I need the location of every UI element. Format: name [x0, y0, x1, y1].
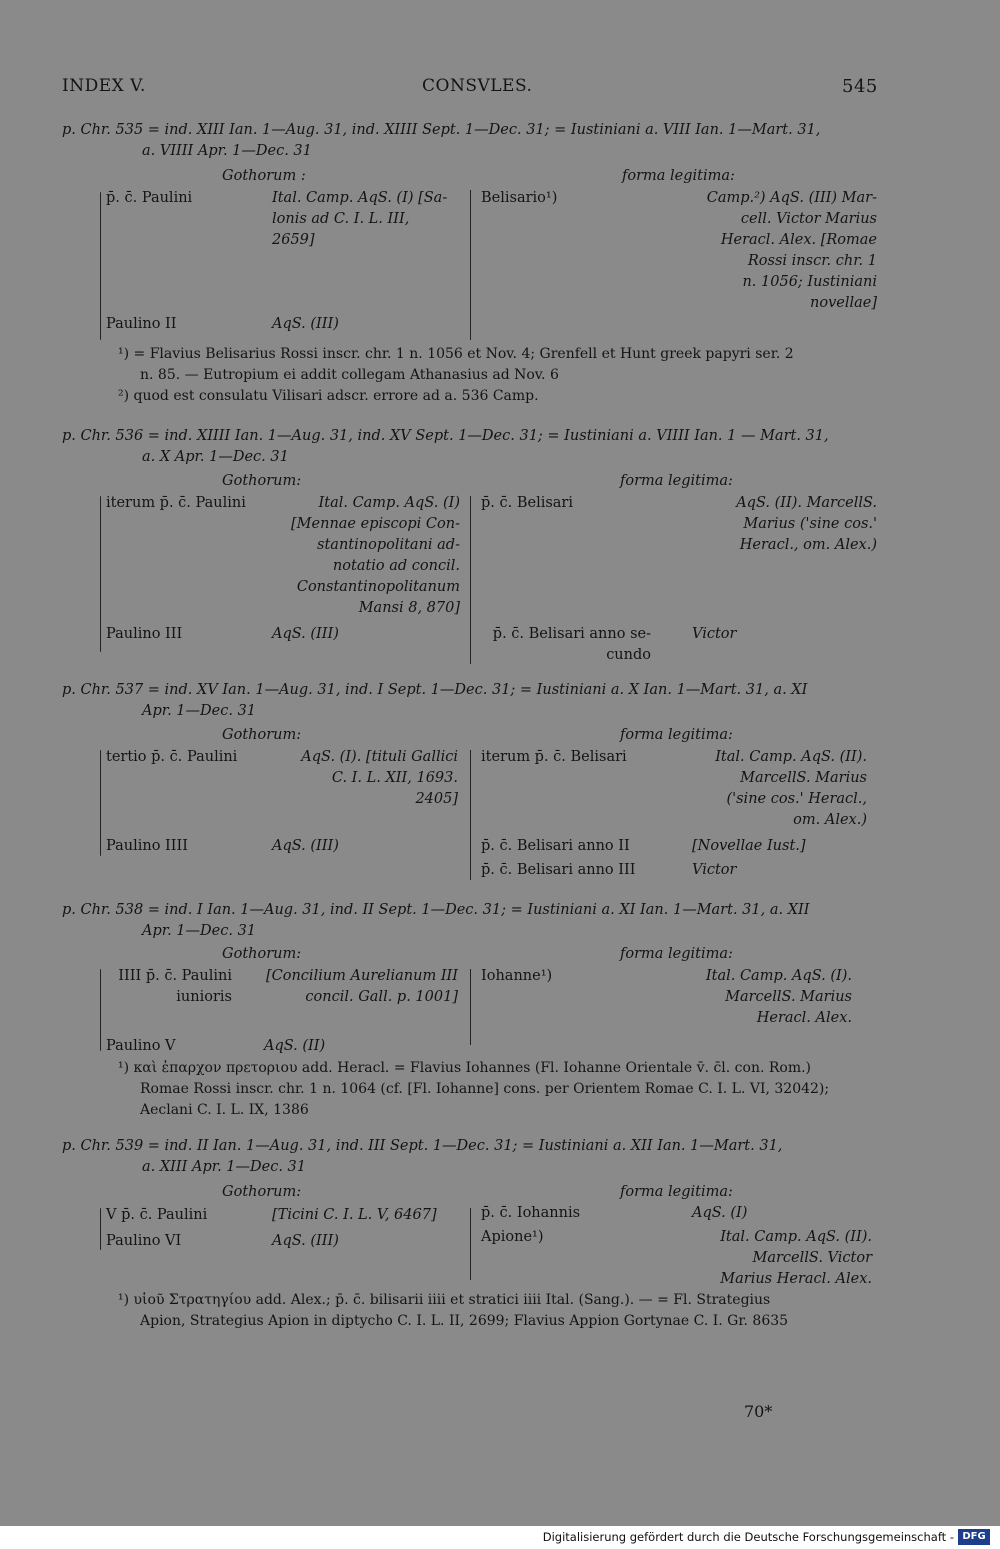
- signature-mark: 70*: [744, 1402, 773, 1421]
- column-divider: [470, 1208, 471, 1280]
- legit-source-3: Victor: [692, 862, 737, 878]
- gothorum-caption: Gothorum:: [222, 1184, 302, 1200]
- legit-source-1: AqS. (II). MarcellS. Marius ('sine cos.' Heracl., om. Alex.): [736, 495, 877, 553]
- gothic-consul-1: IIII p̄. c̄. Paulini iunioris: [118, 968, 232, 1005]
- brace: [100, 750, 101, 856]
- year-539-heading: p. Chr. 539 = ind. II Ian. 1—Aug. 31, ind. III Sept. 1—Dec. 31; = Iustiniani a. XII Ian. 1—Mart. 31, a. XIII Apr. 1—Dec. 31: [62, 1138, 783, 1175]
- gothic-consul-2: Paulino V: [106, 1038, 176, 1054]
- gothic-source-2: AqS. (III): [272, 316, 339, 332]
- year-535-heading: [62, 120, 877, 162]
- gothic-consul-2: Paulino IIII: [106, 838, 188, 854]
- legit-source-1: Ital. Camp. AqS. (I). MarcellS. Marius Heracl. Alex.: [705, 968, 852, 1026]
- gothic-consul-2: Paulino II: [106, 316, 177, 332]
- brace: [100, 496, 101, 652]
- legit-source-1: Camp.²) AqS. (III) Mar- cell. Victor Marius Heracl. Alex. [Romae Rossi inscr. chr. 1 n. 1056; Iustiniani novellae]: [706, 190, 877, 311]
- legit-consul-2: p̄. c̄. Belisari anno II: [481, 838, 630, 854]
- year-536-heading: p. Chr. 536 = ind. XIIII Ian. 1—Aug. 31, ind. XV Sept. 1—Dec. 31; = Iustiniani a. VIIII Ian. 1 — Mart. 31, a. X Apr. 1—Dec. 31: [62, 428, 829, 465]
- gothic-source-1: AqS. (I). [tituli Gallici C. I. L. XII, 1693. 2405]: [301, 749, 458, 807]
- forma-caption: forma legitima:: [622, 168, 735, 184]
- legit-consul-1: Iohanne¹): [481, 968, 553, 984]
- dfg-logo: DFG: [958, 1529, 990, 1545]
- footnote-2: ²) quod est consulatu Vilisari adscr. errore ad a. 536 Camp.: [118, 388, 539, 404]
- forma-caption: forma legitima:: [620, 473, 733, 489]
- gothorum-caption: Gothorum:: [222, 946, 302, 962]
- column-divider: [470, 496, 471, 664]
- legit-consul-3: p̄. c̄. Belisari anno III: [481, 862, 636, 878]
- legit-consul-1: p̄. c̄. Iohannis: [481, 1205, 581, 1221]
- gothic-source-1: [Concilium Aurelianum III concil. Gall. p. 1001]: [265, 968, 458, 1005]
- gothorum-caption: Gothorum :: [222, 168, 306, 184]
- legit-consul-1: iterum p̄. c̄. Belisari: [481, 749, 627, 765]
- gothic-consul-1: iterum p̄. c̄. Paulini: [106, 495, 246, 511]
- running-head-title: CONSVLES.: [422, 76, 533, 96]
- column-divider: [470, 190, 471, 340]
- gothic-consul-2: Paulino VI: [106, 1233, 182, 1249]
- year-heading-line1: p. Chr. 535 = ind. XIII Ian. 1—Aug. 31, ind. XIIII Sept. 1—Dec. 31; = Iustiniani a. VIII Ian. 1—Mart. 31,: [62, 122, 821, 138]
- legit-source-2: [Novellae Iust.]: [692, 838, 806, 854]
- year-heading-line2: a. VIIII Apr. 1—Dec. 31: [142, 143, 312, 159]
- gothic-source-1: [Ticini C. I. L. V, 6467]: [272, 1207, 437, 1223]
- gothic-source-2: AqS. (III): [272, 1233, 339, 1249]
- page-number: 545: [842, 76, 878, 97]
- brace: [100, 969, 101, 1051]
- gothic-source-2: AqS. (II): [264, 1038, 326, 1054]
- gothic-source-1: Ital. Camp. AqS. (I) [Mennae episcopi Con- stantinopolitani ad- notatio ad concil. Constantinopolitanum Mansi 8, 870]: [291, 495, 460, 616]
- legit-source-2: Ital. Camp. AqS. (II). MarcellS. Victor Marius Heracl. Alex.: [720, 1229, 872, 1287]
- gothic-consul-2: Paulino III: [106, 626, 183, 642]
- legit-consul-2: p̄. c̄. Belisari anno se- cundo: [492, 626, 651, 663]
- year-537-heading: p. Chr. 537 = ind. XV Ian. 1—Aug. 31, ind. I Sept. 1—Dec. 31; = Iustiniani a. X Ian. 1—Mart. 31, a. XI Apr. 1—Dec. 31: [62, 682, 808, 719]
- footnote-1: ¹) υἱοῦ Στρατηγίου add. Alex.; p̄. c̄. bilisarii iiii et stratici iiii Ital. (Sang.). — = Fl. Strategius Apion, Strategius Apion in diptycho C. I. L. II, 2699; Flavius Appion Gortynae C. I. Gr. 8635: [118, 1292, 789, 1329]
- forma-caption: forma legitima:: [620, 1184, 733, 1200]
- footer-bar: [0, 1526, 1000, 1549]
- forma-caption: forma legitima:: [620, 946, 733, 962]
- legit-consul-1: Belisario¹): [481, 190, 558, 206]
- brace: [100, 1208, 101, 1250]
- legit-consul-2: Apione¹): [481, 1229, 544, 1245]
- footnote-1: ¹) = Flavius Belisarius Rossi inscr. chr. 1 n. 1056 et Nov. 4; Grenfell et Hunt greek papyri ser. 2 n. 85. — Eutropium ei addit collegam Athanasius ad Nov. 6: [118, 346, 794, 383]
- legit-consul-1: p̄. c̄. Belisari: [481, 495, 574, 511]
- forma-caption: forma legitima:: [620, 727, 733, 743]
- footer-credit: Digitalisierung gefördert durch die Deutsche Forschungsgemeinschaft -: [542, 1530, 954, 1544]
- column-divider: [470, 750, 471, 880]
- gothorum-caption: Gothorum:: [222, 727, 302, 743]
- brace: [100, 192, 101, 340]
- running-head-left: INDEX V.: [62, 76, 146, 96]
- footnote-1: ¹) καὶ ἐπαρχον πρετοριου add. Heracl. = Flavius Iohannes (Fl. Iohanne Orientale v̄. c̄l. con. Rom.) Romae Rossi inscr. chr. 1 n. 1064 (cf. [Fl. Iohanne] cons. per Orientem Romae C. I. L. VI, 32042); Aeclani C. I. L. IX, 1386: [118, 1060, 830, 1118]
- gothic-consul-1: V p̄. c̄. Paulini: [106, 1207, 208, 1223]
- column-divider: [470, 969, 471, 1045]
- gothic-source-2: AqS. (III): [272, 626, 339, 642]
- legit-source-1: Ital. Camp. AqS. (II). MarcellS. Marius ('sine cos.' Heracl., om. Alex.): [715, 749, 867, 828]
- gothic-source-1: Ital. Camp. AqS. (I) [Sa- lonis ad C. I. L. III, 2659]: [272, 190, 448, 248]
- year-538-heading: p. Chr. 538 = ind. I Ian. 1—Aug. 31, ind. II Sept. 1—Dec. 31; = Iustiniani a. XI Ian. 1—Mart. 31, a. XII Apr. 1—Dec. 31: [62, 902, 810, 939]
- gothic-consul-1: p̄. c̄. Paulini: [106, 190, 193, 206]
- legit-source-1: AqS. (I): [692, 1205, 748, 1221]
- gothic-source-2: AqS. (III): [272, 838, 339, 854]
- legit-source-2: Victor: [692, 626, 737, 642]
- gothorum-caption: Gothorum:: [222, 473, 302, 489]
- gothic-consul-1: tertio p̄. c̄. Paulini: [106, 749, 238, 765]
